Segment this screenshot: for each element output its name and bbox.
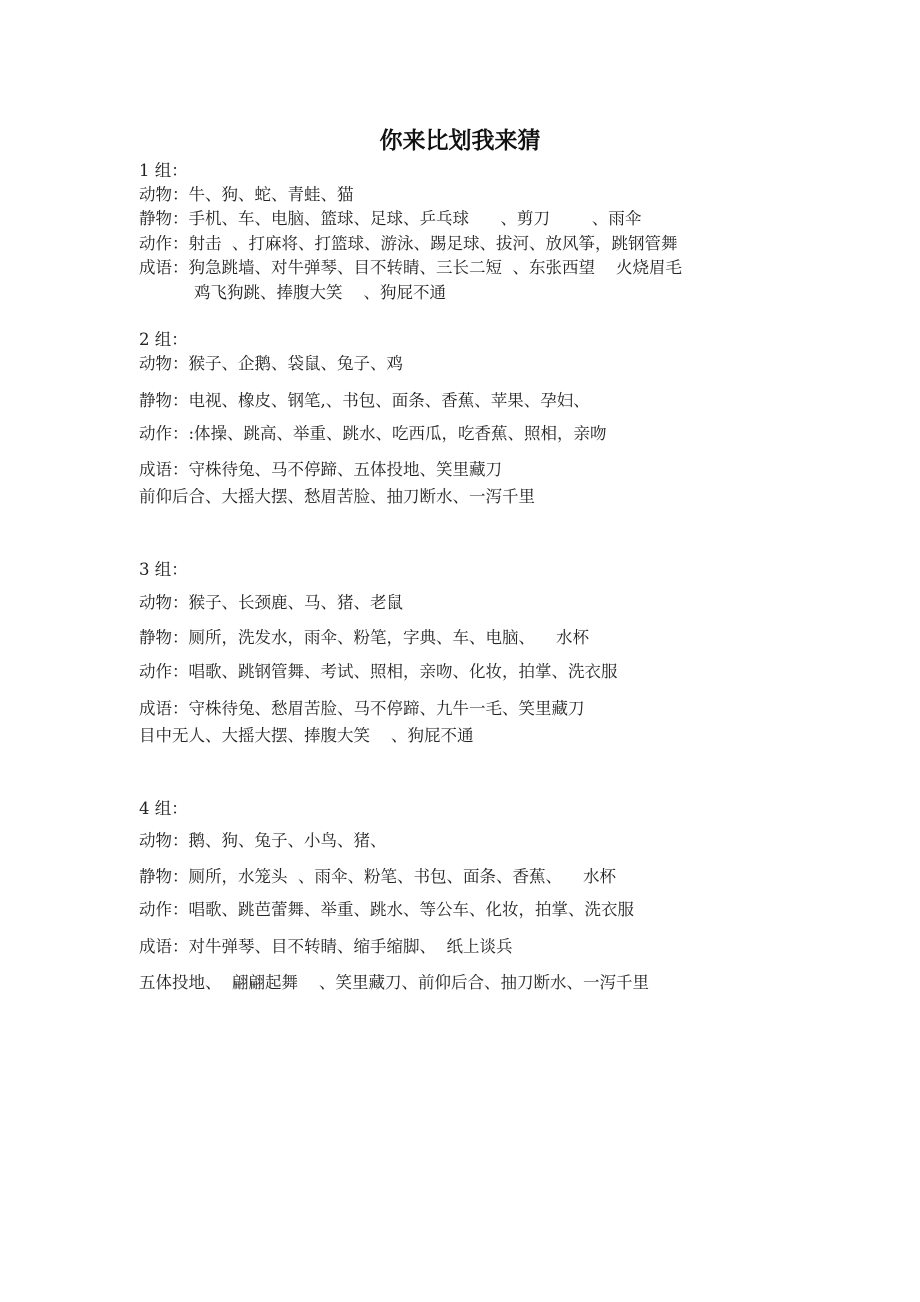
group-heading: 2 组： [139,330,188,349]
idioms-continuation-line: 鸡飞狗跳、捧腹大笑 、狗屁不通 [194,283,446,302]
animals-line: 动物：猴子、企鹅、袋鼠、兔子、鸡 [139,354,403,373]
idioms-line: 成语：对牛弹琴、目不转睛、缩手缩脚、 纸上谈兵 [139,937,513,956]
idioms-line: 成语：守株待兔、马不停蹄、五体投地、笑里藏刀 [139,460,502,479]
group-heading: 4 组： [139,799,188,818]
group-heading: 1 组： [139,161,188,180]
animals-line: 动物：猴子、长颈鹿、马、猪、老鼠 [139,593,403,612]
idioms-line: 成语：守株待兔、愁眉苦脸、马不停蹄、九牛一毛、笑里藏刀 [139,699,585,718]
actions-line: 动作：:体操、跳高、举重、跳水、吃西瓜，吃香蕉、照相，亲吻 [139,424,607,443]
objects-line: 静物：厕所，水笼头 、雨伞、粉笔、书包、面条、香蕉、 水杯 [139,867,616,886]
actions-line: 动作：唱歌、跳钢管舞、考试、照相，亲吻、化妆，拍掌、洗衣服 [139,662,618,681]
idioms-continuation-line: 前仰后合、大摇大摆、愁眉苦脸、抽刀断水、一泻千里 [139,487,535,506]
idioms-continuation-line: 目中无人、大摇大摆、捧腹大笑 、狗屁不通 [139,726,474,745]
idioms-continuation-line: 五体投地、 翩翩起舞 、笑里藏刀、前仰后合、抽刀断水、一泻千里 [139,973,649,992]
idioms-line: 成语：狗急跳墙、对牛弹琴、目不转睛、三长二短 、东张西望 火烧眉毛 [139,258,682,277]
document-title: 你来比划我来猜 [379,127,541,154]
actions-line: 动作：唱歌、跳芭蕾舞、举重、跳水、等公车、化妆，拍掌、洗衣服 [139,900,634,919]
animals-line: 动物：牛、狗、蛇、青蛙、猫 [139,185,354,204]
objects-line: 静物：电视、橡皮、钢笔,、书包、面条、香蕉、苹果、孕妇、 [139,391,590,410]
objects-line: 静物：厕所，洗发水，雨伞、粉笔，字典、车、电脑、 水杯 [139,628,589,647]
objects-line: 静物：手机、车、电脑、篮球、足球、乒乓球 、剪刀 、雨伞 [139,209,642,228]
group-heading: 3 组： [139,560,188,579]
actions-line: 动作：射击 、打麻将、打篮球、游泳、踢足球、拔河、放风筝，跳钢管舞 [139,234,678,253]
animals-line: 动物：鹅、狗、兔子、小鸟、猪、 [139,831,387,850]
